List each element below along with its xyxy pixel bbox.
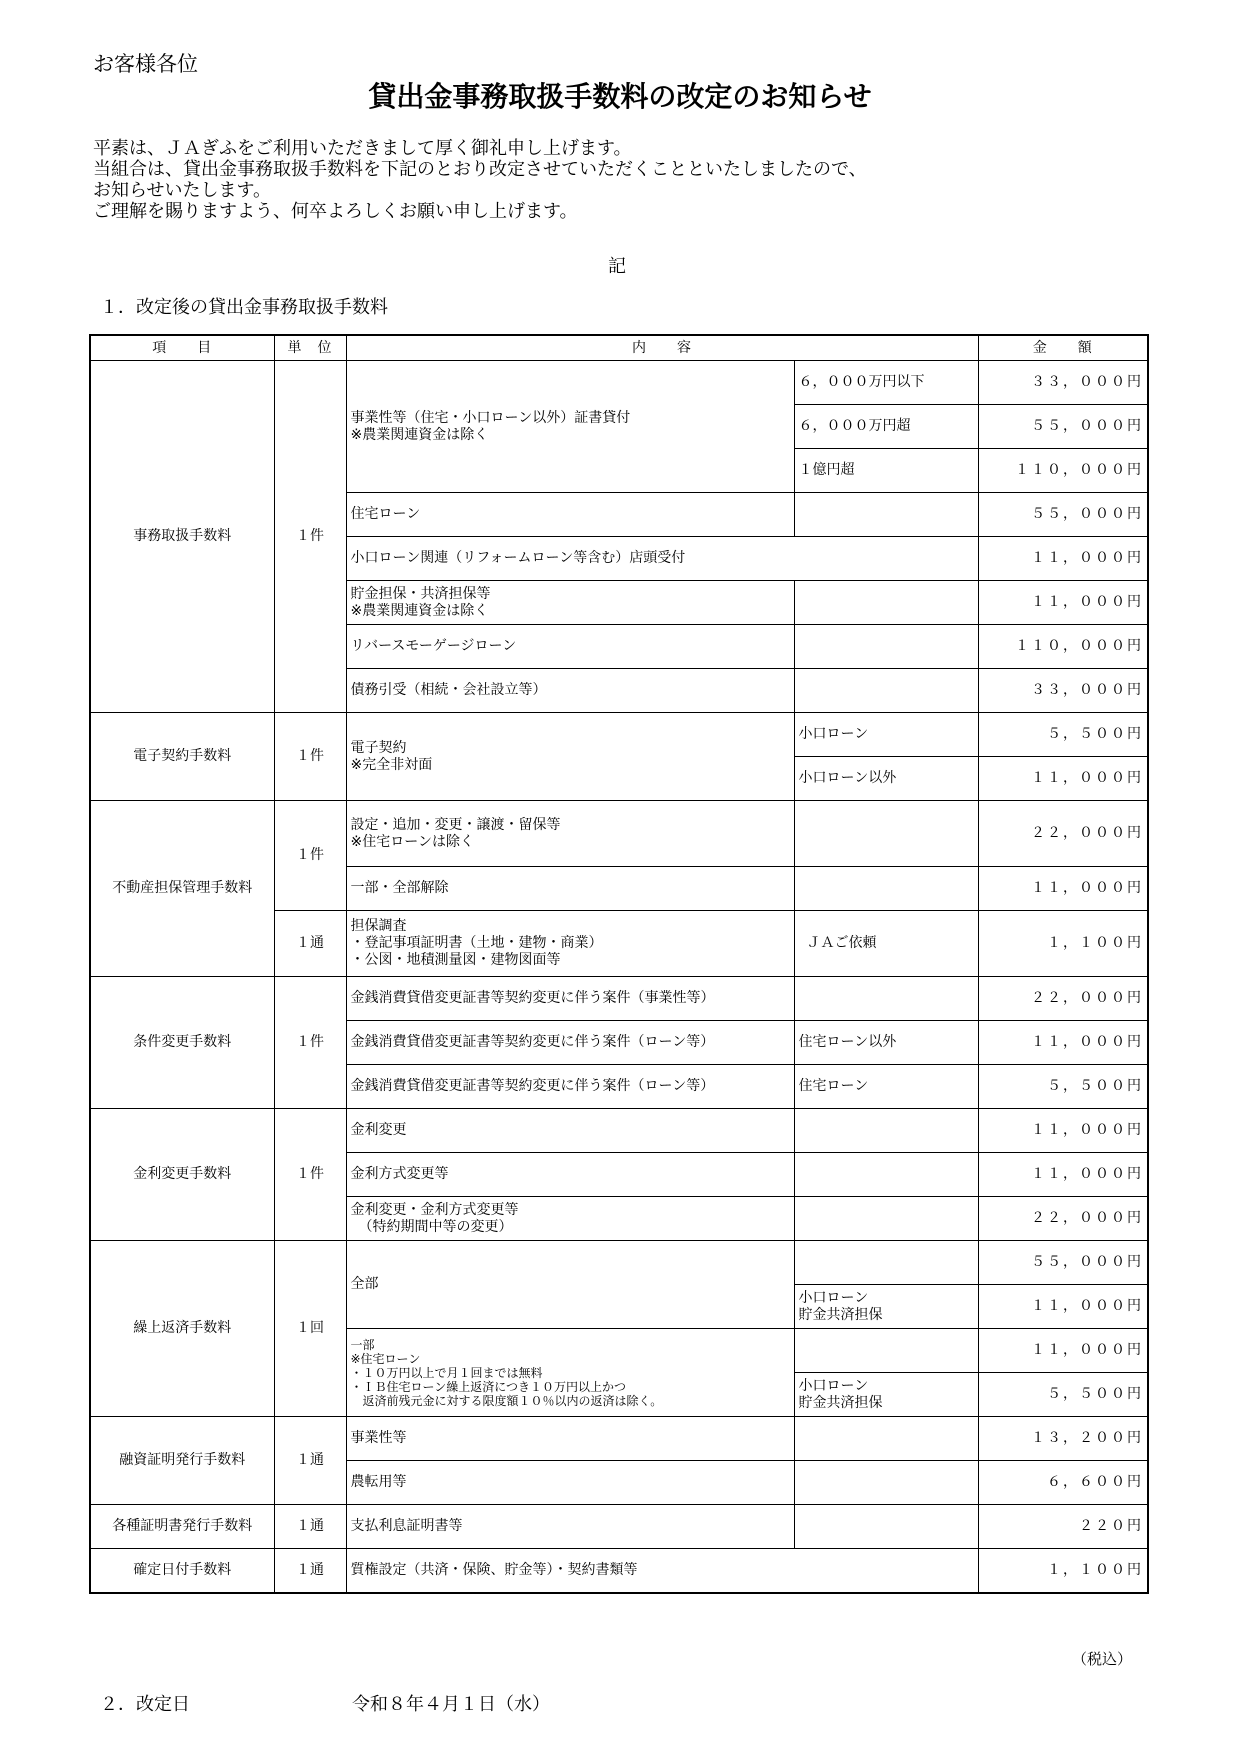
category-cell: 事務取扱手数料 [90,361,274,713]
amount-cell: １１０，０００円 [978,449,1148,493]
content-cell: 事業性等（住宅・小口ローン以外）証書貸付 ※農業関連資金は除く [346,361,794,493]
header-content: 内 容 [346,335,978,361]
content-cell: 住宅ローン [346,493,794,537]
section1-heading: １．改定後の貸出金事務取扱手数料 [100,297,388,318]
table-row [90,713,1148,757]
table-row [90,1109,1148,1153]
content-cell: 事業性等 [346,1417,794,1461]
category-cell: 不動産担保管理手数料 [90,801,274,977]
section2-heading: ２．改定日 [100,1694,190,1715]
amount-cell: １１，０００円 [978,581,1148,625]
unit-cell: １通 [274,1549,346,1593]
sub-cell [794,1505,978,1549]
sub-cell: 小口ローン 貯金共済担保 [794,1285,978,1329]
sub-cell: 小口ローン以外 [794,757,978,801]
content-cell: 金利変更 [346,1109,794,1153]
category-cell: 金利変更手数料 [90,1109,274,1241]
amount-cell: １１，０００円 [978,1109,1148,1153]
amount-cell: １１，０００円 [978,1329,1148,1373]
category-cell: 電子契約手数料 [90,713,274,801]
amount-cell: １１，０００円 [978,757,1148,801]
tax-note: （税込） [1072,1650,1133,1668]
table-row [90,361,1148,405]
unit-cell: １通 [274,1505,346,1549]
amount-cell: ６，６００円 [978,1461,1148,1505]
sub-cell [794,1197,978,1241]
header-amount: 金 額 [978,335,1148,361]
amount-cell: １１，０００円 [978,1153,1148,1197]
table-row [90,801,1148,867]
sub-cell: ６，０００万円超 [794,405,978,449]
amount-cell: １１０，０００円 [978,625,1148,669]
amount-cell: ５５，０００円 [978,1241,1148,1285]
unit-cell: １件 [274,361,346,713]
revision-date: 令和８年４月１日（水） [352,1694,550,1715]
amount-cell: ２２０円 [978,1505,1148,1549]
content-cell: 農転用等 [346,1461,794,1505]
sub-cell [794,1461,978,1505]
sub-cell [794,977,978,1021]
table-row [90,1549,1148,1593]
sub-cell: 住宅ローン [794,1065,978,1109]
ki-mark: 記 [608,256,626,277]
content-cell: 債務引受（相続・会社設立等） [346,669,794,713]
amount-cell: １１，０００円 [978,1021,1148,1065]
unit-cell: １通 [274,911,346,977]
header-item: 項 目 [90,335,274,361]
sub-cell [794,1329,978,1373]
amount-cell: ２２，０００円 [978,801,1148,867]
category-cell: 融資証明発行手数料 [90,1417,274,1505]
category-cell: 各種証明書発行手数料 [90,1505,274,1549]
content-cell: 設定・追加・変更・譲渡・留保等 ※住宅ローンは除く [346,801,794,867]
intro-line: ご理解を賜りますよう、何卒よろしくお願い申し上げます。 [93,201,578,222]
sub-cell [794,1417,978,1461]
sub-cell: 住宅ローン以外 [794,1021,978,1065]
table-row [90,977,1148,1021]
amount-cell: ５５，０００円 [978,493,1148,537]
amount-cell: １３，２００円 [978,1417,1148,1461]
content-cell: 金銭消費貸借変更証書等契約変更に伴う案件（ローン等） [346,1021,794,1065]
table-row [90,1505,1148,1549]
content-cell: 一部・全部解除 [346,867,794,911]
sub-cell: ６，０００万円以下 [794,361,978,405]
content-cell: 電子契約 ※完全非対面 [346,713,794,801]
page-title: 貸出金事務取扱手数料の改定のお知らせ [368,80,872,113]
unit-cell: １件 [274,801,346,911]
content-cell: 一部 ※住宅ローン ・１０万円以上で月１回までは無料 ・ＩＢ住宅ローン繰上返済につき１０万円以上かつ 返済前残元金に対する限度額１０％以内の返済は除く。 [346,1329,794,1417]
sub-cell [794,1241,978,1285]
content-cell: 金銭消費貸借変更証書等契約変更に伴う案件（ローン等） [346,1065,794,1109]
table-row [90,1417,1148,1461]
sub-cell [794,493,978,537]
content-cell: 支払利息証明書等 [346,1505,794,1549]
content-cell: 担保調査 ・登記事項証明書（土地・建物・商業） ・公図・地積測量図・建物図面等 [346,911,794,977]
amount-cell: ５，５００円 [978,713,1148,757]
intro-line: お知らせいたします。 [93,180,272,201]
amount-cell: １１，０００円 [978,1285,1148,1329]
intro-line: 平素は、ＪＡぎふをご利用いただきまして厚く御礼申し上げます。 [93,138,632,159]
amount-cell: １，１００円 [978,1549,1148,1593]
content-cell: 貯金担保・共済担保等 ※農業関連資金は除く [346,581,794,625]
unit-cell: １件 [274,713,346,801]
sub-cell: 小口ローン 貯金共済担保 [794,1373,978,1417]
sub-cell [794,669,978,713]
intro-paragraph [93,138,867,222]
table-header-row [90,335,1148,361]
unit-cell: １件 [274,977,346,1109]
sub-cell: 小口ローン [794,713,978,757]
fee-table [89,334,1149,1594]
sub-cell [794,581,978,625]
sub-cell [794,1109,978,1153]
amount-cell: ２２，０００円 [978,1197,1148,1241]
intro-line: 当組合は、貸出金事務取扱手数料を下記のとおり改定させていただくことといたしましたので、 [93,159,867,180]
addressee: お客様各位 [93,52,198,76]
content-cell: 小口ローン関連（リフォームローン等含む）店頭受付 [346,537,978,581]
content-cell: 全部 [346,1241,794,1329]
sub-cell [794,801,978,867]
amount-cell: １１，０００円 [978,537,1148,581]
category-cell: 確定日付手数料 [90,1549,274,1593]
sub-cell: １億円超 [794,449,978,493]
content-cell: 金銭消費貸借変更証書等契約変更に伴う案件（事業性等） [346,977,794,1021]
header-unit: 単 位 [274,335,346,361]
content-cell: リバースモーゲージローン [346,625,794,669]
table-row [90,1241,1148,1285]
sub-cell: ＪＡご依頼 [794,911,978,977]
amount-cell: １，１００円 [978,911,1148,977]
unit-cell: １通 [274,1417,346,1505]
amount-cell: ３３，０００円 [978,361,1148,405]
content-cell: 質権設定（共済・保険、貯金等）・契約書類等 [346,1549,978,1593]
content-cell: 金利方式変更等 [346,1153,794,1197]
unit-cell: １回 [274,1241,346,1417]
amount-cell: １１，０００円 [978,867,1148,911]
sub-cell [794,1153,978,1197]
category-cell: 条件変更手数料 [90,977,274,1109]
amount-cell: ３３，０００円 [978,669,1148,713]
amount-cell: ５，５００円 [978,1373,1148,1417]
category-cell: 繰上返済手数料 [90,1241,274,1417]
sub-cell [794,867,978,911]
amount-cell: ５５，０００円 [978,405,1148,449]
amount-cell: ５，５００円 [978,1065,1148,1109]
content-cell: 金利変更・金利方式変更等 （特約期間中等の変更） [346,1197,794,1241]
amount-cell: ２２，０００円 [978,977,1148,1021]
sub-cell [794,625,978,669]
unit-cell: １件 [274,1109,346,1241]
